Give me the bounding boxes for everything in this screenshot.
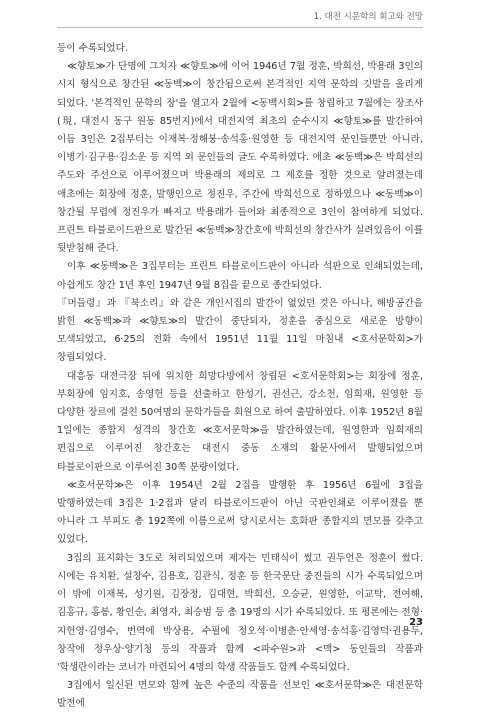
paragraph: 『머들령』과 『북소리』와 같은 개인시집의 발간이 없었던 것은 아니나, 해방공간을 밝힌 ≪동백≫과 ≪향토≫의 발간이 중단되자, 정훈을 중심으로 새로운 방향이 모색되었고, 6·25의 전화 속에서 1951년 11월 11일 마침내 <호서문학회>가 창립되었다. xyxy=(57,297,423,364)
paragraph: 등이 수록되었다. xyxy=(57,43,128,54)
paragraph: 3집에서 일신된 면모와 함께 높은 수준의 작품을 선보인 ≪호서문학≫은 대전문학 발전에 xyxy=(57,680,423,710)
paragraph: 대흥동 대전극장 뒤에 위치한 희망다방에서 창립된 <호서문학회>는 회장에 정훈, 부회장에 임지호, 송영헌 등을 선출하고 한성기, 권선근, 강소천, 임희재, 원영한 등 다양한 장르에 걸친 50여명의 문학가들을 회원으로 하여 출발하였다. 이후 1952년 8월 1일에는 종합지 성격의 창간호 ≪호서문학≫을 발간하였는데, 원영한과 임희재의 편집으로 이루어진 창간호는 대전시 중동 소재의 활문사에서 발행되었으며 타블로이판으로 이루어진 30쪽 분량이었다. xyxy=(57,370,423,473)
page-number: 23 xyxy=(409,617,423,628)
paragraph: ≪호서문학≫은 이후 1954년 2월 2집을 발행한 후 1956년 6월에 3집을 발행하였는데 3집은 1·2집과 달리 타블로이드판이 아닌 국판인쇄로 이루어졌을 뿐 아니라 그 부피도 총 192쪽에 이름으로써 당시로서는 호화판 종합지의 면모를 갖추고 있었다. xyxy=(57,479,423,546)
paragraph: ≪향토≫가 단명에 그치자 ≪향토≫에 이어 1946년 7월 정훈, 박희선, 박용래 3인의 시지 형식으로 창간된 ≪동백≫이 창간됨으로써 본격적인 지역 문학의 깃발을 올리게 되었다. '본격적인 문학의 장'을 열고자 2월에 <동백시회>를 창립하고 7월에는 장조사(現, 대전시 동구 원동 85번지)에서 대전지역 최초의 순수시지 ≪향토≫를 발간하여 이듬 3인은 2집부터는 이재복·정해붕·송석홍·원영한 등 대전지역 문인들뿐만 아니라, 이병기·김구용·김소운 등 지역 외 문인들의 글도 수록하였다. 애초 ≪동백≫은 박희선의 주도와 주선으로 이루어졌으며 박용래의 제의로 그 제호를 정한 것으로 알려졌는데 애초에는 회장에 정훈, 발행인으로 정진우, 주간에 박희선으로 정하였으나 ≪동백≫이 창간될 무렵에 정진우가 빠지고 박용래가 들어와 최종적으로 3인이 참여하게 되었다. 프린트 타블로이드판으로 발간된 ≪동백≫창간호에 박희선의 창간사가 실려있음이 이를 뒷받침해 준다. xyxy=(57,61,423,255)
running-header: 1. 대전 시문학의 회고와 전망 xyxy=(313,12,423,22)
paragraph: 이후 ≪동백≫은 3집부터는 프린트 타블로이드판이 아니라 석판으로 인쇄되었는데, 아쉽게도 창간 1년 후인 1947년 9월 8집을 끝으로 종간되었다. xyxy=(57,261,423,291)
body-text xyxy=(57,40,423,714)
header-rule xyxy=(57,27,423,28)
paragraph: 3집의 표지화는 3도로 처리되었으며 제자는 민태식이 썼고 권두언은 정훈이 썼다. 시에는 유치환, 설창수, 김용호, 김관식, 정훈 등 한국문단 중진들의 시가 수록되었으며 이 밖에 이재복, 성기원, 김장정, 김대현, 박희선, 오승균, 원영한, 이교탁, 전여해, 김홍규, 홍봉, 황인순, 최영자, 최승범 등 총 19명의 시가 수록되었다. 또 평론에는 전형·지헌영·김영수, 번역에 박상용, 수필에 정오석·이병춘·안세영·송석홍·김영덕·권용두, 창작에 정우상·양기청 등의 작품과 함께 <파수원>과 <맥> 동인들의 작품과 '학생란이라는 코너가 마련되어 4명의 학생 작품들도 함께 수록되었다. xyxy=(57,552,423,673)
